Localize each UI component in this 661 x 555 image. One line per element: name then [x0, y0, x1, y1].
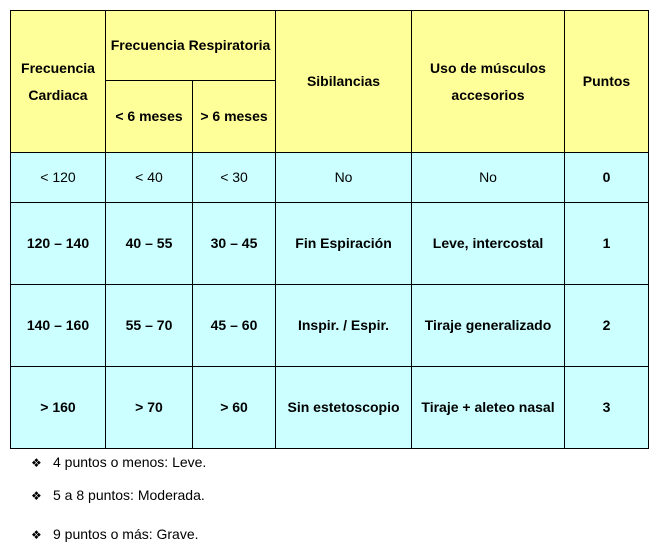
cell-wheezing: Sin estetoscopio	[276, 367, 412, 449]
header-accessory-muscles: Uso de músculos accesorios	[412, 11, 565, 153]
header-resp-rate: Frecuencia Respiratoria	[106, 11, 276, 81]
table-row	[11, 203, 649, 285]
cell-points: 2	[565, 285, 649, 367]
cell-heart-rate: < 120	[11, 153, 106, 203]
cell-resp-over-6: > 60	[193, 367, 276, 449]
cell-muscles: Leve, intercostal	[412, 203, 565, 285]
cell-resp-under-6: > 70	[106, 367, 193, 449]
pulmonary-score-table	[10, 10, 649, 449]
diamond-bullet-icon: ❖	[31, 528, 42, 542]
cell-heart-rate: > 160	[11, 367, 106, 449]
legend-item-mild: ❖ 4 puntos o menos: Leve.	[31, 454, 207, 470]
cell-resp-over-6: 45 – 60	[193, 285, 276, 367]
diamond-bullet-icon: ❖	[31, 456, 42, 470]
header-points: Puntos	[565, 11, 649, 153]
cell-resp-over-6: < 30	[193, 153, 276, 203]
cell-resp-under-6: < 40	[106, 153, 193, 203]
cell-wheezing: Inspir. / Espir.	[276, 285, 412, 367]
cell-points: 3	[565, 367, 649, 449]
legend-item-moderate: ❖ 5 a 8 puntos: Moderada.	[31, 487, 205, 503]
header-heart-rate: Frecuencia Cardiaca	[11, 11, 106, 153]
cell-wheezing: Fin Espiración	[276, 203, 412, 285]
diamond-bullet-icon: ❖	[31, 489, 42, 503]
cell-heart-rate: 120 – 140	[11, 203, 106, 285]
cell-resp-under-6: 55 – 70	[106, 285, 193, 367]
cell-wheezing: No	[276, 153, 412, 203]
header-resp-over-6-months: > 6 meses	[193, 81, 276, 153]
header-resp-under-6-months: < 6 meses	[106, 81, 193, 153]
cell-muscles: Tiraje + aleteo nasal	[412, 367, 565, 449]
table-row	[11, 285, 649, 367]
cell-muscles: Tiraje generalizado	[412, 285, 565, 367]
cell-points: 1	[565, 203, 649, 285]
legend-item-severe: ❖ 9 puntos o más: Grave.	[31, 526, 199, 542]
cell-resp-under-6: 40 – 55	[106, 203, 193, 285]
header-wheezing: Sibilancias	[276, 11, 412, 153]
cell-heart-rate: 140 – 160	[11, 285, 106, 367]
cell-resp-over-6: 30 – 45	[193, 203, 276, 285]
cell-points: 0	[565, 153, 649, 203]
cell-muscles: No	[412, 153, 565, 203]
table-row	[11, 367, 649, 449]
table-row	[11, 153, 649, 203]
